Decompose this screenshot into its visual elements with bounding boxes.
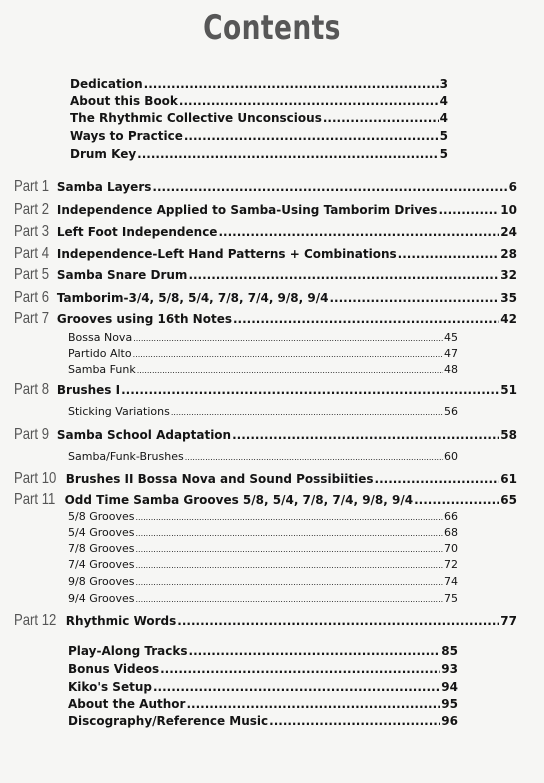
sub-entry-page: 48: [444, 363, 458, 376]
toc-entry-dedication[interactable]: [70, 76, 448, 92]
dot-leader: [152, 177, 507, 197]
toc-part-9[interactable]: [14, 425, 517, 445]
toc-entry-play-along[interactable]: [68, 642, 458, 660]
toc-sub-7-8-grooves[interactable]: [68, 541, 458, 557]
toc-entry-page: 5: [439, 147, 448, 161]
dot-leader: [414, 490, 499, 510]
toc-entry-page: 4: [439, 94, 448, 108]
part-title: Samba Snare Drum: [56, 268, 188, 282]
dot-leader: [233, 309, 499, 329]
toc-part-6[interactable]: [14, 288, 517, 308]
sub-entry-label: 5/4 Grooves: [68, 526, 135, 539]
dot-leader: [135, 509, 443, 526]
dot-leader: [177, 611, 499, 631]
dot-leader: [188, 265, 499, 285]
part-title: Rhythmic Words: [65, 614, 177, 628]
toc-entry-label: Dedication: [70, 77, 143, 91]
part-number: Part 4: [14, 245, 50, 262]
toc-entry-kikos-setup[interactable]: [68, 678, 458, 696]
toc-part-8[interactable]: [14, 380, 517, 400]
sub-entry-page: 47: [444, 347, 458, 360]
toc-part-12[interactable]: [14, 611, 517, 631]
toc-part-3[interactable]: [14, 222, 517, 242]
toc-entry-label: Play-Along Tracks: [68, 644, 188, 658]
part-title: Independence Applied to Samba-Using Tamborim Drives: [56, 203, 438, 217]
part-page: 42: [500, 312, 517, 326]
dot-leader: [137, 146, 438, 162]
sub-entry-page: 60: [444, 450, 458, 463]
sub-entry-page: 56: [444, 405, 458, 418]
part-title: Grooves using 16th Notes: [56, 312, 232, 326]
dot-leader: [133, 330, 443, 347]
part-number: Part 6: [14, 289, 50, 306]
toc-entry-page: 94: [441, 680, 458, 694]
part-page: 58: [500, 428, 517, 442]
part-page: 24: [500, 225, 517, 239]
toc-entry-bonus-videos[interactable]: [68, 660, 458, 678]
sub-entry-label: Sticking Variations: [68, 405, 170, 418]
part-page: 35: [500, 291, 517, 305]
part-title: Brushes II Bossa Nova and Sound Possibiities: [65, 472, 374, 486]
toc-sub-9-4-grooves[interactable]: [68, 591, 458, 607]
dot-leader: [171, 404, 443, 421]
part-title: Left Foot Independence: [56, 225, 218, 239]
toc-entry-page: 4: [439, 111, 448, 125]
toc-part-2[interactable]: [14, 200, 517, 220]
sub-entry-label: Samba/Funk-Brushes: [68, 450, 184, 463]
dot-leader: [135, 541, 443, 558]
part-number: Part 9: [14, 426, 50, 443]
toc-entry-label: Kiko's Setup: [68, 680, 152, 694]
part-page: 65: [500, 493, 517, 507]
toc-entry-about-this-book[interactable]: [70, 93, 448, 109]
dot-leader: [186, 695, 440, 713]
dot-leader: [232, 425, 499, 445]
part-title: Samba School Adaptation: [56, 428, 232, 442]
sub-entry-page: 75: [444, 592, 458, 605]
toc-sub-partido-alto[interactable]: [68, 346, 458, 362]
dot-leader: [135, 591, 443, 608]
part-page: 51: [500, 383, 517, 397]
toc-part-10[interactable]: [14, 469, 517, 489]
dot-leader: [135, 557, 443, 574]
toc-entry-discography[interactable]: [68, 712, 458, 730]
toc-sub-5-4-grooves[interactable]: [68, 525, 458, 541]
part-title: Independence-Left Hand Patterns + Combinations: [56, 247, 397, 261]
dot-leader: [179, 93, 439, 109]
part-page: 61: [500, 472, 517, 486]
toc-entry-about-the-author[interactable]: [68, 695, 458, 713]
toc-entry-drum-key[interactable]: [70, 146, 448, 162]
toc-sub-bossa-nova[interactable]: [68, 330, 458, 346]
toc-part-1[interactable]: [14, 177, 517, 197]
sub-entry-page: 45: [444, 331, 458, 344]
toc-entry-label: The Rhythmic Collective Unconscious: [70, 111, 322, 125]
toc-entry-page: 5: [439, 129, 448, 143]
sub-entry-page: 70: [444, 542, 458, 555]
sub-entry-label: 5/8 Grooves: [68, 510, 135, 523]
part-number: Part 8: [14, 381, 50, 398]
sub-entry-label: 9/8 Grooves: [68, 575, 135, 588]
toc-sub-9-8-grooves[interactable]: [68, 574, 458, 590]
toc-sub-5-8-grooves[interactable]: [68, 509, 458, 525]
dot-leader: [438, 200, 499, 220]
dot-leader: [323, 110, 439, 126]
sub-entry-label: 7/8 Grooves: [68, 542, 135, 555]
dot-leader: [153, 678, 440, 696]
part-number: Part 11: [14, 491, 56, 508]
sub-entry-label: Bossa Nova: [68, 331, 133, 344]
toc-entry-label: Drum Key: [70, 147, 137, 161]
part-page: 10: [500, 203, 517, 217]
toc-entry-label: Discography/Reference Music: [68, 714, 269, 728]
dot-leader: [135, 525, 443, 542]
dot-leader: [185, 449, 443, 466]
sub-entry-page: 68: [444, 526, 458, 539]
sub-entry-page: 74: [444, 575, 458, 588]
part-page: 77: [500, 614, 517, 628]
toc-sub-7-4-grooves[interactable]: [68, 557, 458, 573]
toc-entry-page: 93: [441, 662, 458, 676]
dot-leader: [329, 288, 499, 308]
toc-entry-page: 95: [441, 697, 458, 711]
part-number: Part 10: [14, 470, 57, 487]
toc-part-11[interactable]: [14, 490, 517, 510]
part-number: Part 7: [14, 310, 50, 327]
sub-entry-label: Samba Funk: [68, 363, 136, 376]
sub-entry-page: 72: [444, 558, 458, 571]
toc-sub-samba-funk-brushes[interactable]: [68, 449, 458, 465]
dot-leader: [144, 76, 439, 92]
toc-entry-label: Bonus Videos: [68, 662, 160, 676]
part-title: Brushes I: [56, 383, 121, 397]
part-number: Part 12: [14, 612, 57, 629]
toc-entry-page: 85: [441, 644, 458, 658]
dot-leader: [375, 469, 500, 489]
toc-part-5[interactable]: [14, 265, 517, 285]
toc-entry-page: 3: [439, 77, 448, 91]
dot-leader: [398, 244, 500, 264]
part-number: Part 3: [14, 223, 50, 240]
toc-entry-page: 96: [441, 714, 458, 728]
toc-part-7[interactable]: [14, 309, 517, 329]
dot-leader: [137, 362, 443, 379]
dot-leader: [189, 642, 441, 660]
part-number: Part 5: [14, 266, 50, 283]
toc-entry-ways-to-practice[interactable]: [70, 128, 448, 144]
toc-entry-label: About this Book: [70, 94, 178, 108]
toc-sub-samba-funk[interactable]: [68, 362, 458, 378]
part-number: Part 2: [14, 201, 50, 218]
dot-leader: [121, 380, 499, 400]
part-page: 28: [500, 247, 517, 261]
dot-leader: [133, 346, 443, 363]
sub-entry-label: 9/4 Grooves: [68, 592, 135, 605]
dot-leader: [218, 222, 499, 242]
part-page: 32: [500, 268, 517, 282]
dot-leader: [135, 574, 443, 591]
page-title: Contents: [203, 8, 341, 48]
sub-entry-page: 66: [444, 510, 458, 523]
part-title: Tamborim-3/4, 5/8, 5/4, 7/8, 7/4, 9/8, 9/4: [56, 291, 329, 305]
part-page: 6: [508, 180, 517, 194]
sub-entry-label: 7/4 Grooves: [68, 558, 135, 571]
sub-entry-label: Partido Alto: [68, 347, 132, 360]
part-number: Part 1: [14, 178, 50, 195]
dot-leader: [184, 128, 439, 144]
toc-part-4[interactable]: [14, 244, 517, 264]
part-title: Samba Layers: [56, 180, 152, 194]
toc-entry-label: Ways to Practice: [70, 129, 183, 143]
dot-leader: [160, 660, 440, 678]
part-title: Odd Time Samba Grooves 5/8, 5/4, 7/8, 7/4, 9/8, 9/4: [64, 493, 414, 507]
toc-entry-label: About the Author: [68, 697, 186, 711]
toc-entry-rhythmic-collective[interactable]: [70, 110, 448, 126]
toc-sub-sticking-variations[interactable]: [68, 404, 458, 420]
dot-leader: [269, 712, 440, 730]
